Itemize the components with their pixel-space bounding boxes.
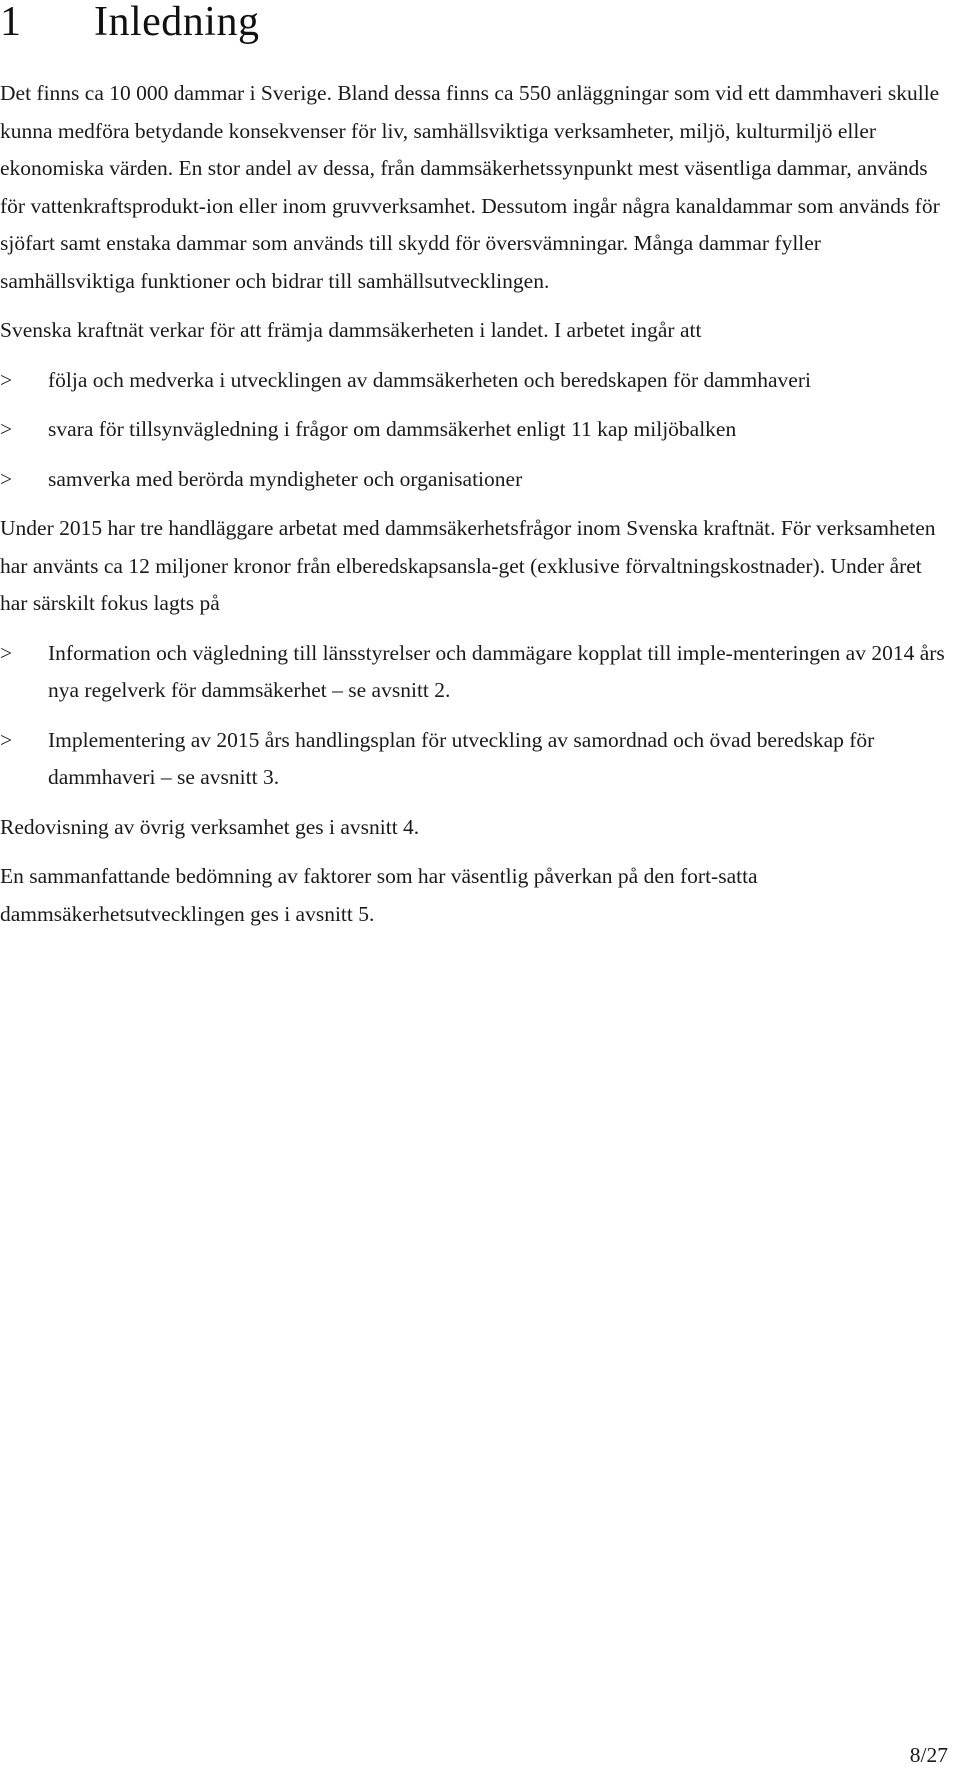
page-number: 8/27 bbox=[909, 1743, 948, 1767]
bullet-marker: > bbox=[0, 367, 13, 392]
body-text bbox=[0, 75, 948, 933]
bullet-marker: > bbox=[0, 466, 13, 491]
list-item bbox=[0, 635, 948, 710]
list-item-text: följa och medverka i utvecklingen av dammsäkerheten och beredskapen för dammhaveri bbox=[48, 367, 811, 392]
paragraph-summary: En sammanfattande bedömning av faktorer som har väsentlig påverkan på den fort-satta dammsäkerhetsutvecklingen ges i avsnitt 5. bbox=[0, 864, 758, 926]
list-item-text: Implementering av 2015 års handlingsplan för utveckling av samordnad och övad beredskap för dammhaveri – se avsnitt 3. bbox=[48, 727, 875, 789]
bullet-marker: > bbox=[0, 640, 13, 665]
paragraph-resources: Under 2015 har tre handläggare arbetat med dammsäkerhetsfrågor inom Svenska kraftnät. För verksamheten har använts ca 12 miljoner kronor från elberedskapsansla-get (exklusive förvaltningskostnader). Under året har särskilt fokus lagts på bbox=[0, 516, 936, 615]
list-item bbox=[0, 461, 948, 499]
section-number: 1 bbox=[0, 0, 22, 45]
focus-list bbox=[0, 635, 948, 797]
list-item bbox=[0, 722, 948, 797]
list-item-text: Information och vägledning till länsstyrelser och dammägare kopplat till imple-menteringen av 2014 års nya regelverk för dammsäkerhet – se avsnitt 2. bbox=[48, 640, 945, 702]
bullet-marker: > bbox=[0, 417, 13, 441]
bullet-marker: > bbox=[0, 727, 13, 752]
list-item-text: samverka med berörda myndigheter och organisationer bbox=[48, 466, 523, 491]
paragraph-intro: Det finns ca 10 000 dammar i Sverige. Bland dessa finns ca 550 anläggningar som vid ett dammhaveri skulle kunna medföra betydande konsekvenser för liv, samhällsviktiga verksamheter, miljö, kulturmiljö eller ekonomiska värden. En stor andel av dessa, från dammsäkerhetssynpunkt mest väsentliga dammar, används för vattenkraftsprodukt-ion eller inom gruvverksamhet. Dessutom ingår några kanaldammar som används för sjöfart samt enstaka dammar som används till skydd för översvämningar. Många dammar fyller samhällsviktiga funktioner och bidrar till samhällsutvecklingen. bbox=[0, 81, 940, 293]
section-title: Inledning bbox=[94, 0, 260, 45]
section-heading bbox=[0, 0, 259, 44]
list-item bbox=[0, 362, 948, 400]
mission-list bbox=[0, 362, 948, 499]
paragraph-other-activities: Redovisning av övrig verksamhet ges i avsnitt 4. bbox=[0, 814, 420, 839]
list-item-text: svara för tillsynvägledning i frågor om dammsäkerhet enligt 11 kap miljöbalken bbox=[48, 417, 737, 441]
list-item bbox=[0, 411, 948, 449]
paragraph-mission: Svenska kraftnät verkar för att främja dammsäkerheten i landet. I arbetet ingår att bbox=[0, 318, 702, 342]
